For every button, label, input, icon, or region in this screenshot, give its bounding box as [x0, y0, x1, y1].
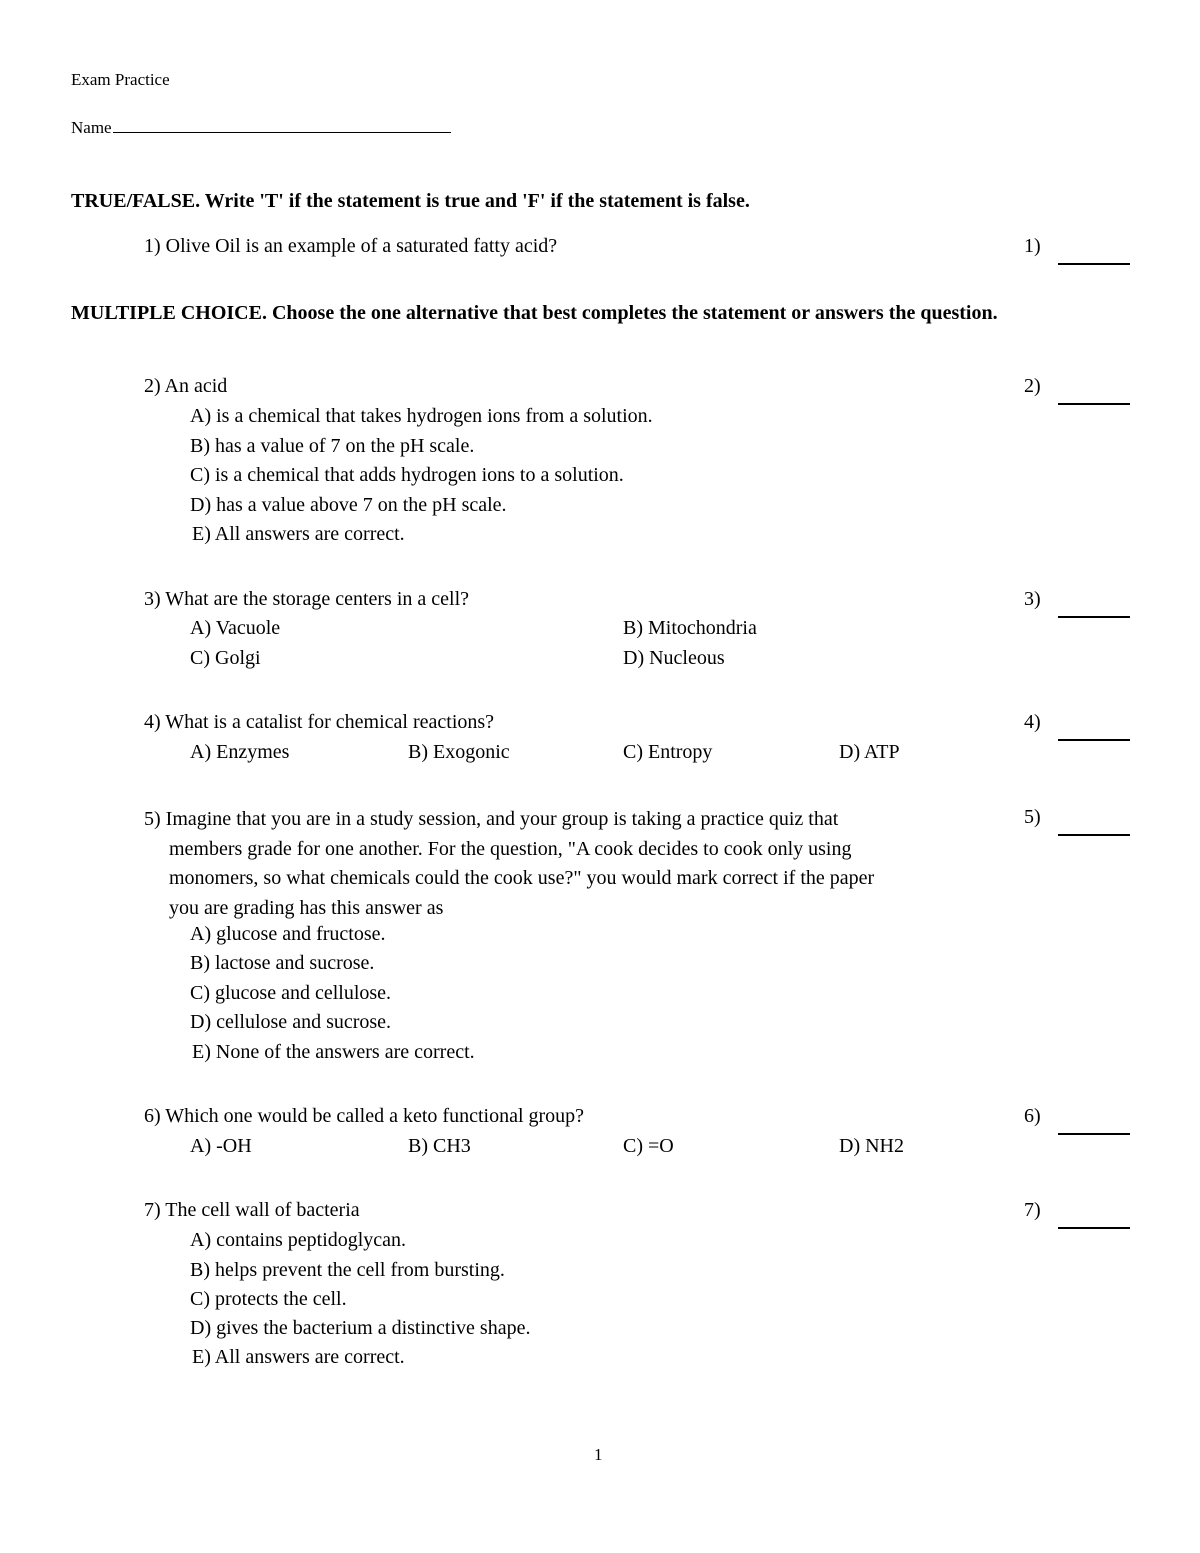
question-6-option-d: D) NH2 [839, 1135, 904, 1157]
name-label: Name [71, 118, 112, 137]
question-5-answer-blank[interactable] [1058, 834, 1130, 836]
question-7-answer-number: 7) [1024, 1199, 1041, 1221]
page-header-title: Exam Practice [71, 70, 170, 89]
question-1-stem: 1) Olive Oil is an example of a saturated fatty acid? [144, 235, 558, 257]
question-7-option-b: B) helps prevent the cell from bursting. [190, 1259, 505, 1281]
question-7-answer-blank[interactable] [1058, 1227, 1130, 1229]
question-4-option-a: A) Enzymes [190, 741, 290, 763]
question-2-option-c: C) is a chemical that adds hydrogen ions to a solution. [190, 464, 624, 486]
tf-section-title: TRUE/FALSE. Write 'T' if the statement is true and 'F' if the statement is false. [71, 190, 750, 212]
question-7-stem: 7) The cell wall of bacteria [144, 1199, 360, 1221]
name-field[interactable] [71, 118, 451, 138]
question-4-stem: 4) What is a catalist for chemical reactions? [144, 711, 495, 733]
question-3-option-d: D) Nucleous [623, 647, 725, 669]
question-5-answer-number: 5) [1024, 806, 1041, 828]
page-number: 1 [594, 1445, 603, 1464]
question-4-option-d: D) ATP [839, 741, 900, 763]
question-5-option-a: A) glucose and fructose. [190, 923, 386, 945]
question-5-option-b: B) lactose and sucrose. [190, 952, 375, 974]
question-4-answer-blank[interactable] [1058, 739, 1130, 741]
question-7-option-d: D) gives the bacterium a distinctive shape. [190, 1317, 531, 1339]
question-5-option-e: E) None of the answers are correct. [192, 1041, 475, 1063]
question-6-stem: 6) Which one would be called a keto functional group? [144, 1105, 585, 1127]
question-5-stem-line-1: 5) Imagine that you are in a study session, and your group is taking a practice quiz that [144, 808, 839, 830]
question-1-answer-number: 1) [1024, 235, 1041, 257]
mc-section-title: MULTIPLE CHOICE. Choose the one alternative that best completes the statement or answers the question. [71, 302, 998, 324]
question-5-stem [144, 805, 1014, 923]
question-4-answer-number: 4) [1024, 711, 1041, 733]
question-3-option-c: C) Golgi [190, 647, 261, 669]
question-7-option-c: C) protects the cell. [190, 1288, 347, 1310]
question-5-stem-line-4: you are grading has this answer as [169, 896, 444, 919]
question-3-option-a: A) Vacuole [190, 617, 281, 639]
question-2-answer-blank[interactable] [1058, 403, 1130, 405]
question-2-option-a: A) is a chemical that takes hydrogen ions from a solution. [190, 405, 653, 427]
question-5-stem-line-3: monomers, so what chemicals could the cook use?" you would mark correct if the paper [169, 867, 875, 889]
question-1-answer-blank[interactable] [1058, 263, 1130, 265]
question-7-option-a: A) contains peptidoglycan. [190, 1229, 407, 1251]
question-2-answer-number: 2) [1024, 375, 1041, 397]
question-2-stem: 2) An acid [144, 375, 228, 397]
question-2-option-b: B) has a value of 7 on the pH scale. [190, 435, 475, 457]
question-2-option-d: D) has a value above 7 on the pH scale. [190, 494, 507, 516]
question-3-option-b: B) Mitochondria [623, 617, 757, 639]
question-5-stem-line-2: members grade for one another. For the question, "A cook decides to cook only using [169, 837, 852, 860]
question-5-option-c: C) glucose and cellulose. [190, 982, 392, 1004]
question-3-stem: 3) What are the storage centers in a cell? [144, 588, 470, 610]
name-line[interactable] [113, 118, 451, 133]
question-4-option-c: C) Entropy [623, 741, 713, 763]
question-3-answer-blank[interactable] [1058, 616, 1130, 618]
question-4-option-b: B) Exogonic [408, 741, 510, 763]
question-7-option-e: E) All answers are correct. [192, 1346, 405, 1368]
question-6-option-a: A) -OH [190, 1135, 252, 1157]
question-3-answer-number: 3) [1024, 588, 1041, 610]
question-5-option-d: D) cellulose and sucrose. [190, 1011, 392, 1033]
question-2-option-e: E) All answers are correct. [192, 523, 405, 545]
question-6-answer-blank[interactable] [1058, 1133, 1130, 1135]
question-6-option-b: B) CH3 [408, 1135, 471, 1157]
question-6-answer-number: 6) [1024, 1105, 1041, 1127]
question-6-option-c: C) =O [623, 1135, 674, 1157]
